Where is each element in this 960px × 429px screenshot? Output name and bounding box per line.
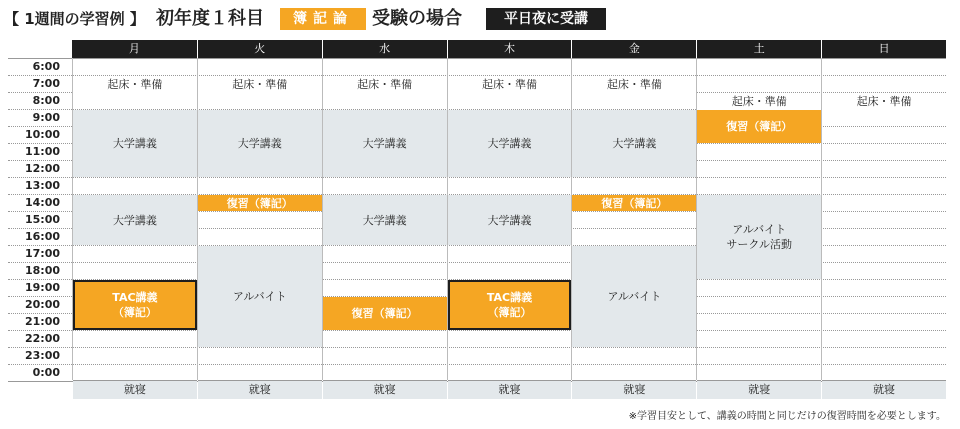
day-header: 火 — [198, 40, 322, 58]
wake-label: 起床・準備 — [822, 93, 946, 110]
sleep-cell: 就寝 — [572, 380, 696, 399]
grid-line — [8, 347, 946, 348]
time-label: 13:00 — [24, 179, 60, 192]
time-label: 16:00 — [24, 230, 60, 243]
sleep-cell: 就寝 — [448, 380, 572, 399]
activity-block: 大学講義 — [73, 195, 197, 245]
tac-lecture-block: TAC講義 （簿記） — [73, 280, 197, 330]
grid-line — [8, 58, 946, 59]
sleep-cell: 就寝 — [822, 380, 946, 399]
wake-label: 起床・準備 — [448, 76, 572, 93]
time-label: 22:00 — [24, 332, 60, 345]
time-label: 9:00 — [32, 111, 60, 124]
review-block: 復習（簿記） — [323, 297, 447, 330]
wake-label: 起床・準備 — [198, 76, 322, 93]
day-header: 月 — [72, 40, 197, 58]
header-title-tail: 受験の場合 — [372, 8, 462, 29]
grid-line — [8, 177, 946, 178]
wake-label: 起床・準備 — [697, 93, 821, 110]
activity-block: アルバイト サークル活動 — [697, 195, 821, 279]
review-block: 復習（簿記） — [572, 195, 696, 211]
time-label: 8:00 — [32, 94, 60, 107]
activity-block: 大学講義 — [323, 110, 447, 177]
time-label: 6:00 — [32, 60, 60, 73]
grid-line — [8, 330, 946, 331]
time-label: 10:00 — [24, 128, 60, 141]
header-lead: 【 1週間の学習例 】 — [4, 10, 145, 28]
activity-block: 大学講義 — [448, 110, 572, 177]
subject-badge: 簿記論 — [280, 8, 366, 30]
header-title: 初年度１科目 — [156, 8, 264, 29]
day-header: 木 — [448, 40, 572, 58]
activity-block: アルバイト — [198, 246, 322, 347]
activity-block: 大学講義 — [73, 110, 197, 177]
tac-lecture-block: TAC講義 （簿記） — [448, 280, 572, 330]
day-header: 日 — [822, 40, 946, 58]
time-label: 7:00 — [32, 77, 60, 90]
activity-block: 大学講義 — [323, 195, 447, 245]
day-header: 土 — [697, 40, 821, 58]
activity-block: アルバイト — [572, 246, 696, 347]
time-label: 17:00 — [24, 247, 60, 260]
time-label: 21:00 — [24, 315, 60, 328]
wake-label: 起床・準備 — [73, 76, 197, 93]
wake-label: 起床・準備 — [572, 76, 696, 93]
sleep-cell: 就寝 — [198, 380, 322, 399]
footnote: ※学習目安として、講義の時間と同じだけの復習時間を必要とします。 — [628, 411, 946, 422]
review-block: 復習（簿記） — [198, 195, 322, 211]
time-label: 19:00 — [24, 281, 60, 294]
time-label: 15:00 — [24, 213, 60, 226]
day-header: 水 — [323, 40, 447, 58]
weekly-schedule-grid — [8, 40, 946, 398]
time-label: 20:00 — [24, 298, 60, 311]
grid-line — [8, 364, 946, 365]
wake-label: 起床・準備 — [323, 76, 447, 93]
time-label: 23:00 — [24, 349, 60, 362]
activity-block: 大学講義 — [572, 110, 696, 177]
sleep-cell: 就寝 — [697, 380, 821, 399]
sleep-cell: 就寝 — [73, 380, 197, 399]
schedule-type-badge: 平日夜に受講 — [486, 8, 606, 30]
activity-block: 大学講義 — [448, 195, 572, 245]
time-label: 12:00 — [24, 162, 60, 175]
time-label: 11:00 — [24, 145, 60, 158]
time-label: 18:00 — [24, 264, 60, 277]
activity-block: 大学講義 — [198, 110, 322, 177]
sleep-cell: 就寝 — [323, 380, 447, 399]
review-block: 復習（簿記） — [697, 110, 821, 143]
day-header: 金 — [572, 40, 696, 58]
time-label: 14:00 — [24, 196, 60, 209]
time-label: 0:00 — [32, 366, 60, 379]
